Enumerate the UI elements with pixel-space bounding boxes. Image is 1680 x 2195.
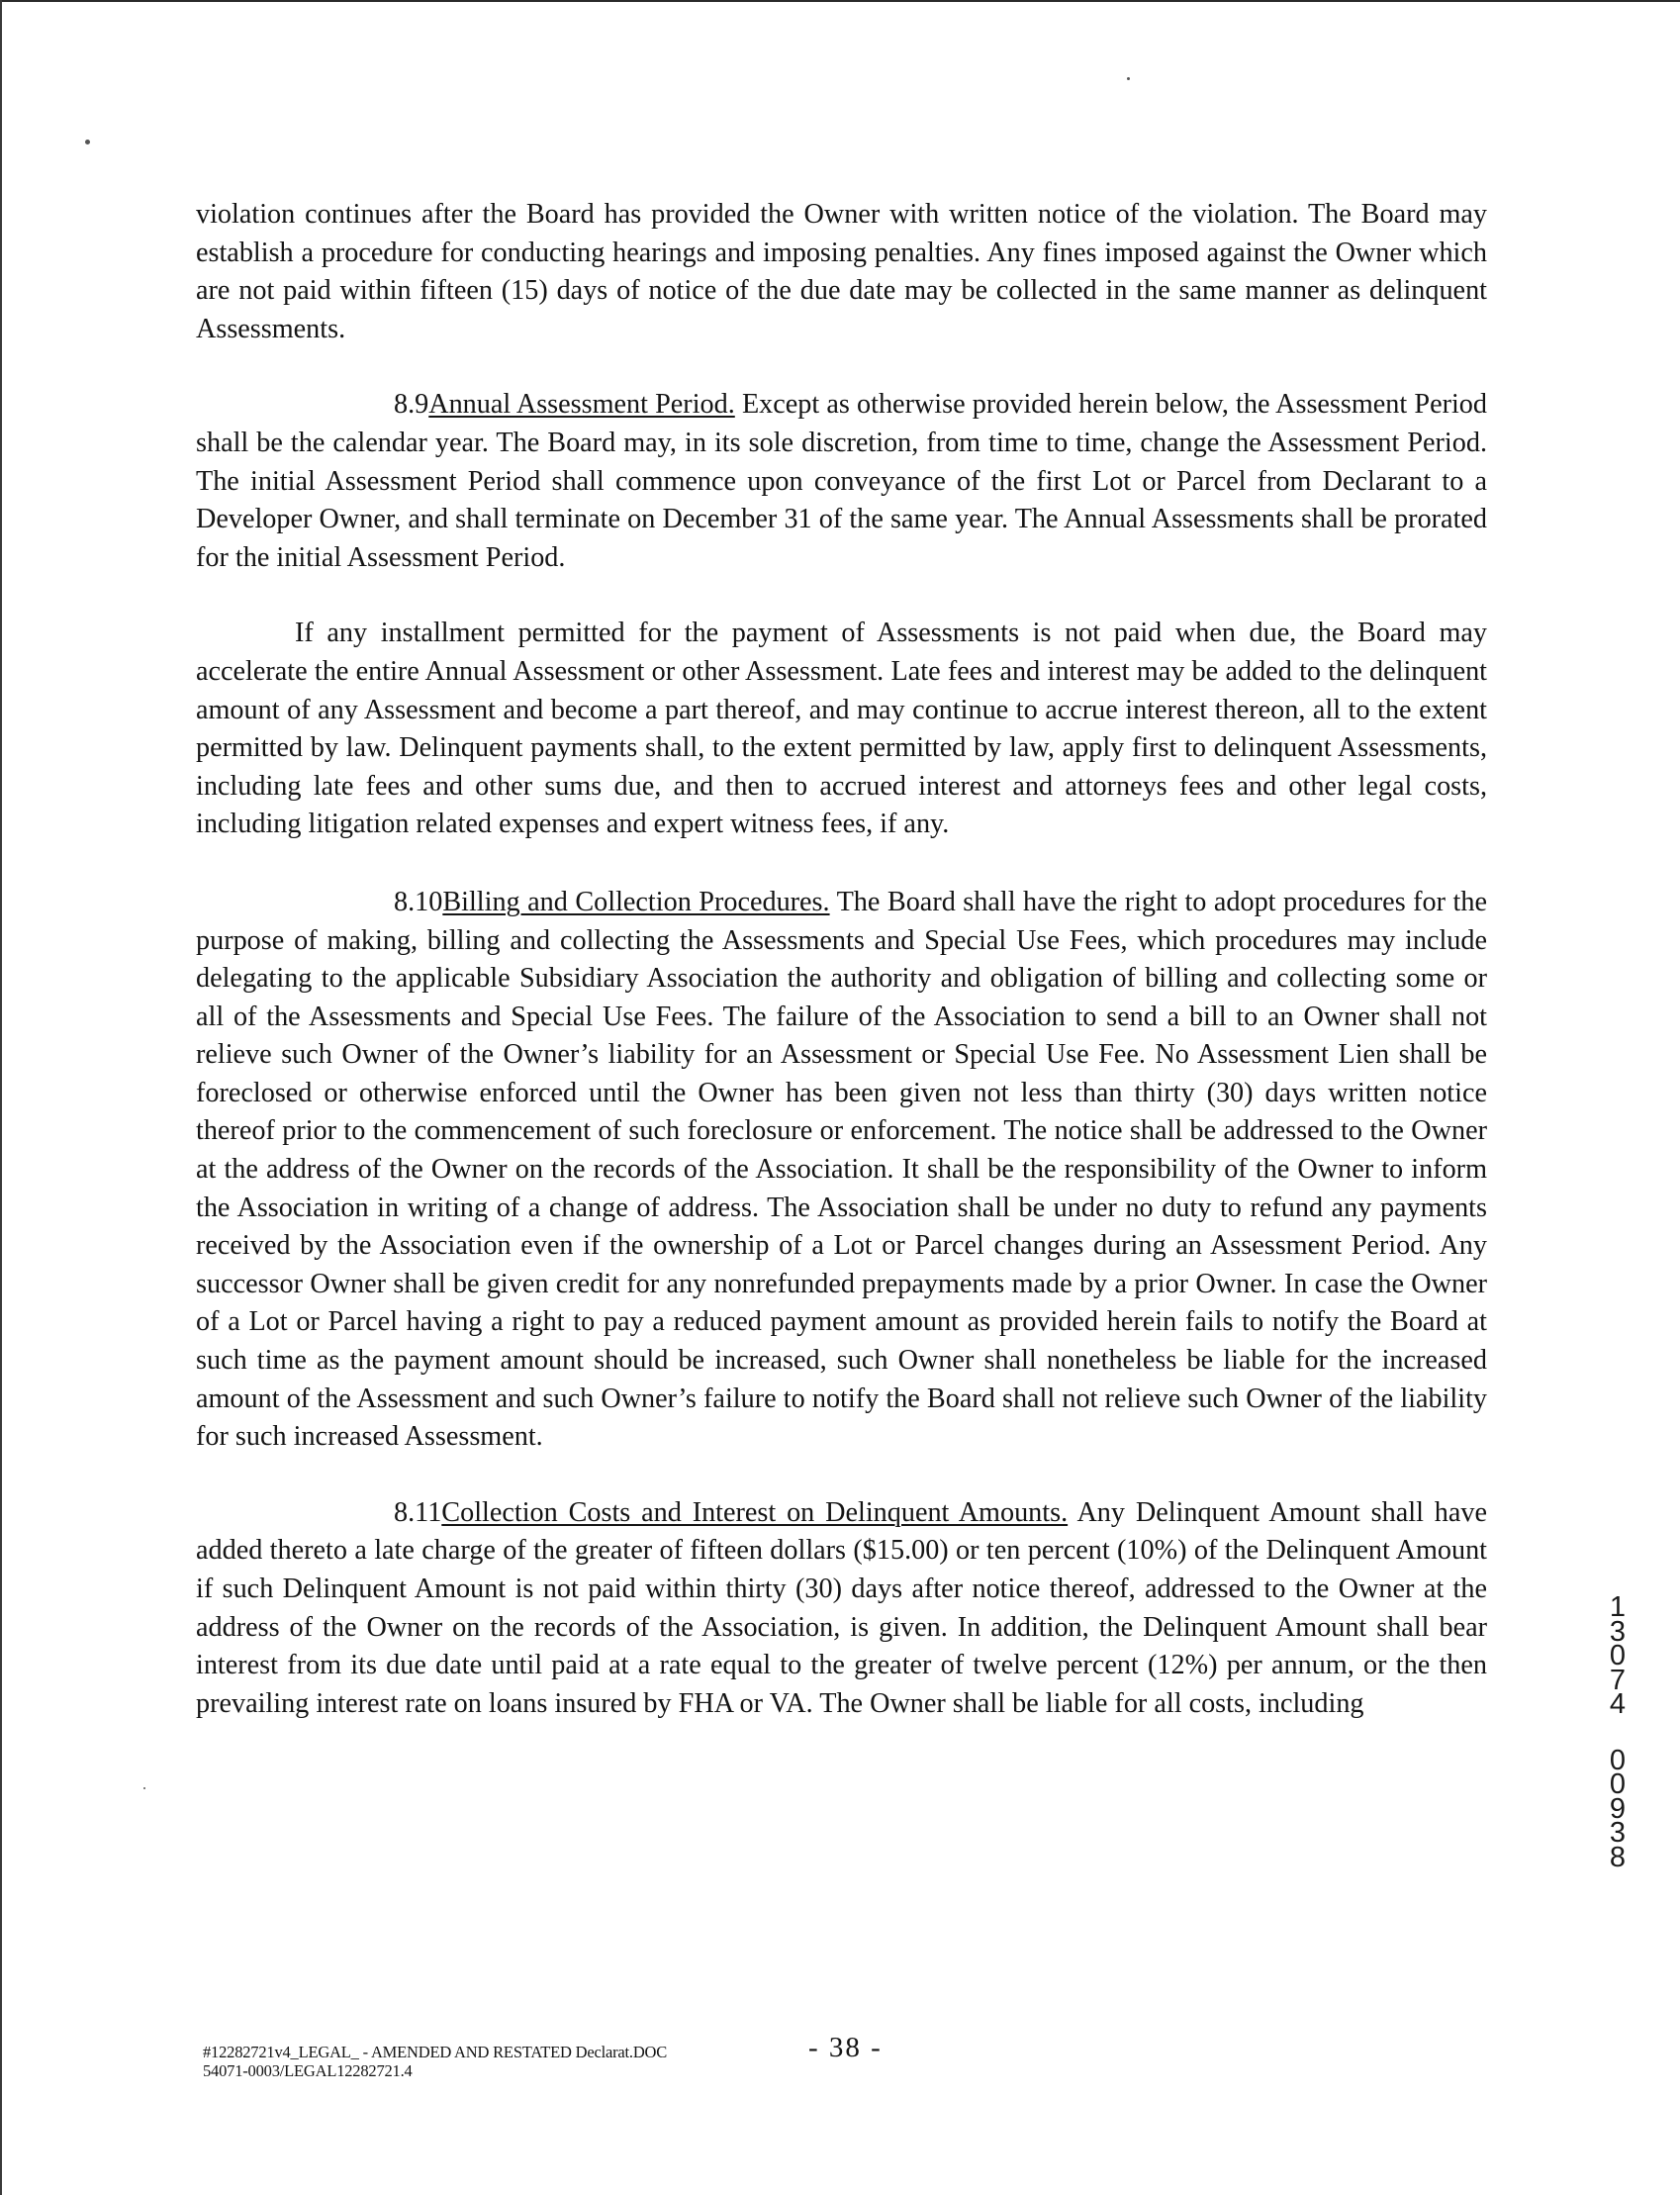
section-8-10	[196, 884, 1487, 1457]
paragraph-text: violation continues after the Board has provided the Owner with written notice of the violation. The Board may establish a procedure for conducting hearings and imposing penalties. Any fines imposed against the Owner which are not paid within fifteen (15) days of notice of the due date may be collected in the same manner as delinquent Assessments.	[196, 199, 1487, 344]
section-number: 8.10	[394, 886, 443, 917]
scan-speck	[1127, 77, 1130, 80]
paragraph-continuation	[196, 196, 1487, 348]
stamp-digit: 7	[1609, 1664, 1627, 1696]
section-title: Collection Costs and Interest on Delinquent Amounts.	[441, 1496, 1069, 1528]
section-text: The Board shall have the right to adopt procedures for the purpose of making, billing and collecting the Assessments and Special Use Fees, which procedures may include delegating to the applicable Subsidiary Association the authority and obligation of billing and collecting some or all of the Assessments and Special Use Fees. The failure of the Association to send a bill to an Owner shall not relieve such Owner of the Owner’s liability for an Assessment or Special Use Fee. No Assessment Lien shall be foreclosed or otherwise enforced until the Owner has been given not less than thirty (30) days written notice thereof prior to the commencement of such foreclosure or enforcement. The notice shall be addressed to the Owner at the address of the Owner on the records of the Association. It shall be the responsibility of the Owner to inform the Association in writing of a change of address. The Association shall be under no duty to refund any payments received by the Association even if the ownership of a Lot or Parcel changes during an Assessment Period. Any successor Owner shall be given credit for any nonrefunded prepayments made by a prior Owner. In case the Owner of a Lot or Parcel having a right to pay a reduced payment amount as provided herein fails to notify the Board at such time as the payment amount should be increased, such Owner shall nonetheless be liable for the increased amount of the Assessment and such Owner’s failure to notify the Board shall not relieve such Owner of the liability for such increased Assessment.	[196, 886, 1487, 1453]
section-text: Except as otherwise provided herein below, the Assessment Period shall be the calendar year. The Board may, in its sole discretion, from time to time, change the Assessment Period. The initial Assessment Period shall commence upon conveyance of the first Lot or Parcel from Declarant to a Developer Owner, and shall terminate on December 31 of the same year. The Annual Assessments shall be prorated for the initial Assessment Period.	[196, 389, 1487, 573]
page-number: - 38 -	[808, 2032, 883, 2063]
scan-border-left	[0, 0, 2, 2195]
stamp-digit: 4	[1609, 1688, 1627, 1720]
section-8-9	[196, 386, 1487, 577]
section-8-11	[196, 1494, 1487, 1724]
stamp-digit: 1	[1609, 1591, 1627, 1623]
section-number: 8.9	[394, 389, 429, 421]
stamp-digit: 9	[1609, 1792, 1627, 1825]
stamp-digit: 8	[1609, 1841, 1627, 1873]
stamp-digit: 3	[1609, 1615, 1627, 1648]
scan-speck	[85, 140, 90, 144]
section-number: 8.11	[394, 1496, 442, 1528]
scan-speck	[143, 1787, 145, 1789]
stamp-digit: 0	[1609, 1640, 1627, 1671]
section-title: Billing and Collection Procedures.	[442, 886, 830, 917]
footer-doc-ref-line2: 54071-0003/LEGAL12282721.4	[203, 2060, 413, 2080]
section-text: Any Delinquent Amount shall have added thereto a late charge of the greater of fifteen dollars ($15.00) or ten percent (10%) of the Delinquent Amount if such Delinquent Amount is not paid within thirty (30) days after notice thereof, addressed to the Owner at the address of the Owner on the records of the Association, is given. In addition, the Delinquent Amount shall bear interest from its due date until paid at a rate equal to the greater of twelve percent (12%) per annum, or the then prevailing interest rate on loans insured by FHA or VA. The Owner shall be liable for all costs, including	[196, 1496, 1487, 1719]
paragraph-installment	[196, 615, 1487, 844]
scan-border-top	[0, 0, 1680, 2]
footer-document-reference	[203, 2044, 667, 2080]
stamp-digit: 3	[1609, 1817, 1627, 1849]
document-body	[196, 196, 1487, 1723]
recording-stamp	[1601, 1591, 1634, 1873]
stamp-digit: 0	[1609, 1768, 1627, 1800]
paragraph-text: If any installment permitted for the payment of Assessments is not paid when due, the Board may accelerate the entire Annual Assessment or other Assessment. Late fees and interest may be added to the delinquent amount of any Assessment and become a part thereof, and may continue to accrue interest thereon, all to the extent permitted by law. Delinquent payments shall, to the extent permitted by law, apply first to delinquent Assessments, including late fees and other sums due, and then to accrued interest and attorneys fees and other legal costs, including litigation related expenses and expert witness fees, if any.	[196, 618, 1487, 840]
footer-doc-ref-line1: #12282721v4_LEGAL_ - AMENDED AND RESTATED Declarat.DOC	[203, 2043, 668, 2061]
section-title: Annual Assessment Period.	[428, 389, 735, 421]
stamp-gap	[1601, 1717, 1634, 1749]
stamp-digit: 0	[1609, 1744, 1627, 1776]
